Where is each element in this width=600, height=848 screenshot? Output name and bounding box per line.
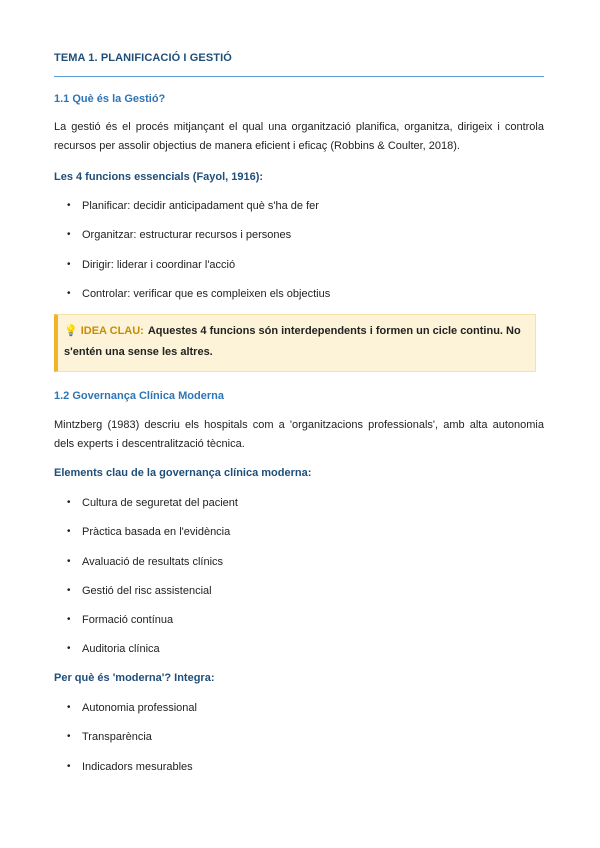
list-item: • Formació contínua xyxy=(54,613,238,642)
integrates-subheading: Per què és 'moderna'? Integra: xyxy=(54,672,215,684)
list-item: • Avaluació de resultats clínics xyxy=(54,555,238,584)
elements-subheading: Elements clau de la governança clínica moderna: xyxy=(54,467,312,479)
list-item: • Controlar: verificar que es compleixen els objectius xyxy=(54,287,330,316)
section-1-paragraph: La gestió és el procés mitjançant el qual una organització planifica, organitza, dirigeix i controla recursos per assolir objectius de manera eficient i eficaç (Robbins & Coulter, 2018). xyxy=(54,121,544,152)
list-item: • Auditoria clínica xyxy=(54,642,238,671)
integrates-list xyxy=(54,701,197,789)
functions-list xyxy=(54,199,330,316)
list-item: • Transparència xyxy=(54,730,197,759)
list-item: • Gestió del risc assistencial xyxy=(54,584,238,613)
elements-list xyxy=(54,496,238,672)
list-item: • Dirigir: liderar i coordinar l'acció xyxy=(54,258,330,287)
functions-subheading: Les 4 funcions essencials (Fayol, 1916): xyxy=(54,171,264,183)
section-2-paragraph: Mintzberg (1983) descriu els hospitals com a 'organitzacions professionals', amb alta autonomia dels experts i descentralització tècnica. xyxy=(54,419,544,450)
title-divider xyxy=(54,76,544,77)
section-1-heading: 1.1 Què és la Gestió? xyxy=(54,93,166,105)
list-item: • Autonomia professional xyxy=(54,701,197,730)
callout-label: IDEA CLAU: xyxy=(80,325,144,337)
list-item: • Pràctica basada en l'evidència xyxy=(54,525,238,554)
list-item: • Indicadors mesurables xyxy=(54,760,197,789)
key-idea-callout xyxy=(54,314,536,372)
list-item: • Organitzar: estructurar recursos i persones xyxy=(54,228,330,257)
list-item: • Planificar: decidir anticipadament què s'ha de fer xyxy=(54,199,330,228)
callout-text: Aquestes 4 funcions són interdependents i formen un cicle continu. No s'entén una sense les altres. xyxy=(64,325,521,358)
document-title: TEMA 1. PLANIFICACIÓ I GESTIÓ xyxy=(54,52,232,64)
section-2-heading: 1.2 Governança Clínica Moderna xyxy=(54,390,224,402)
lightbulb-icon: 💡 xyxy=(64,325,78,337)
list-item: • Cultura de seguretat del pacient xyxy=(54,496,238,525)
